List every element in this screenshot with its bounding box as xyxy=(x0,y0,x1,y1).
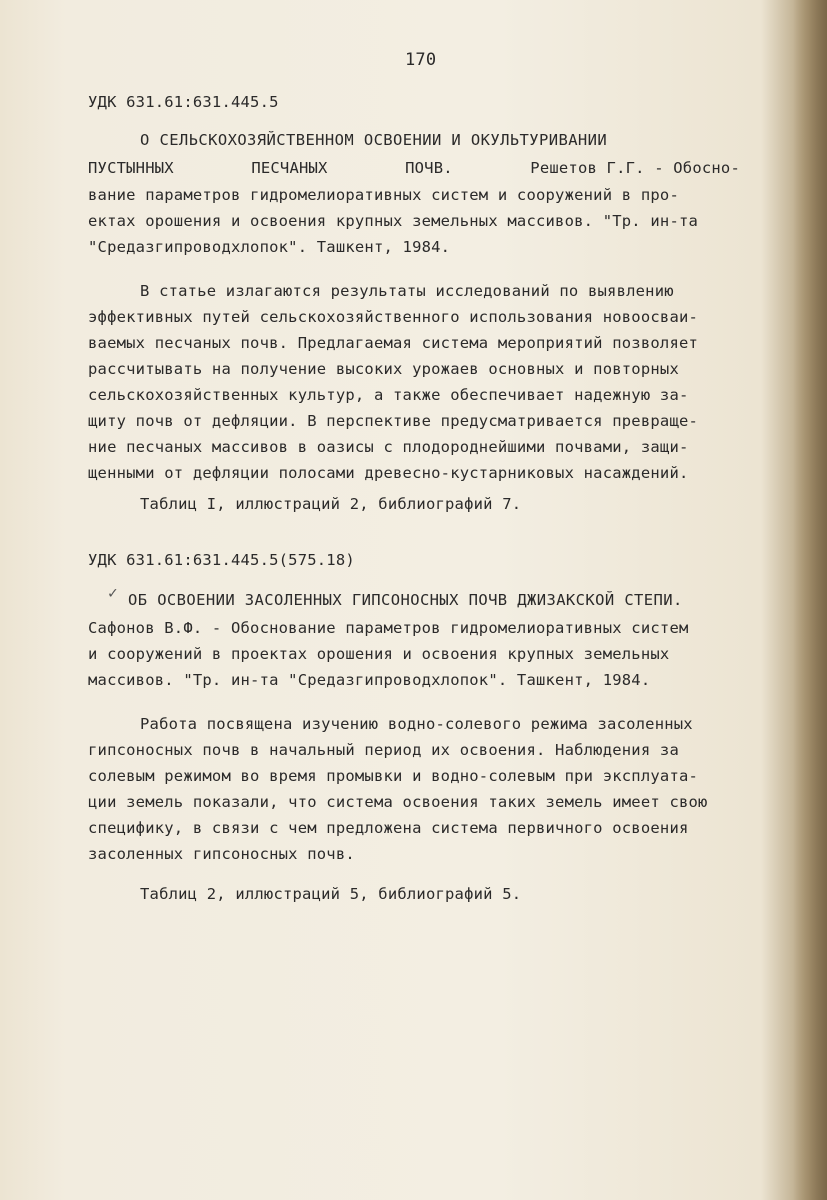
entry1-title-word: ПУСТЫННЫХ xyxy=(88,159,174,177)
entry2-abstract-line: ции земель показали, что система освоения таких земель имеет свою xyxy=(88,793,708,811)
entry2-abstract-line: Работа посвящена изучению водно-солевого режима засоленных xyxy=(140,715,693,733)
entry1-abstract-line: ние песчаных массивов в оазисы с плодороднейшими почвами, защи- xyxy=(88,438,689,456)
entry2-stats: Таблиц 2, иллюстраций 5, библиографий 5. xyxy=(140,885,522,903)
entry1-abstract-line: щиту почв от дефляции. В перспективе предусматривается превраще- xyxy=(88,412,699,430)
entry2-abstract-line: гипсоносных почв в начальный период их освоения. Наблюдения за xyxy=(88,741,679,759)
entry1-udk: УДК 631.61:631.445.5 xyxy=(88,93,279,111)
entry1-citation-line: вание параметров гидромелиоративных систем и сооружений в про- xyxy=(88,186,679,204)
entry2-citation-line: и сооружений в проектах орошения и освоения крупных земельных xyxy=(88,645,670,663)
entry2-title-line: ОБ ОСВОЕНИИ ЗАСОЛЕННЫХ ГИПСОНОСНЫХ ПОЧВ ДЖИЗАКСКОЙ СТЕПИ. xyxy=(128,591,683,609)
entry2-udk: УДК 631.61:631.445.5(575.18) xyxy=(88,551,355,569)
page-edge-shadow xyxy=(793,0,827,1200)
entry1-abstract-line: сельскохозяйственных культур, а также обеспечивает надежную за- xyxy=(88,386,689,404)
entry1-abstract-line: эффективных путей сельскохозяйственного использования новоосваи- xyxy=(88,308,699,326)
entry2-abstract-line: специфику, в связи с чем предложена система первичного освоения xyxy=(88,819,689,837)
entry2-citation-line: Сафонов В.Ф. - Обоснование параметров гидромелиоративных систем xyxy=(88,619,689,637)
entry1-abstract-line: В статье излагаются результаты исследований по выявлению xyxy=(140,282,674,300)
entry1-abstract-line: ваемых песчаных почв. Предлагаемая система мероприятий позволяет xyxy=(88,334,699,352)
entry1-author: Решетов Г.Г. - Обосно- xyxy=(530,159,740,177)
entry2-abstract-line: засоленных гипсоносных почв. xyxy=(88,845,355,863)
entry1-title-line xyxy=(88,161,740,177)
entry1-stats: Таблиц I, иллюстраций 2, библиографий 7. xyxy=(140,495,522,513)
entry1-title-word: ПЕСЧАНЫХ xyxy=(251,159,328,177)
entry1-citation-line: "Средазгипроводхлопок". Ташкент, 1984. xyxy=(88,238,451,256)
entry1-title-word: ПОЧВ. xyxy=(405,159,453,177)
entry2-citation-line: массивов. "Тр. ин-та "Средазгипроводхлопок". Ташкент, 1984. xyxy=(88,671,651,689)
entry1-abstract-line: щенными от дефляции полосами древесно-кустарниковых насаждений. xyxy=(88,464,689,482)
entry2-abstract-line: солевым режимом во время промывки и водно-солевым при эксплуата- xyxy=(88,767,699,785)
page-number: 170 xyxy=(405,50,437,70)
entry1-title-line: О СЕЛЬСКОХОЗЯЙСТВЕННОМ ОСВОЕНИИ И ОКУЛЬТУРИВАНИИ xyxy=(140,131,608,149)
entry1-abstract-line: рассчитывать на получение высоких урожаев основных и повторных xyxy=(88,360,679,378)
entry1-citation-line: ектах орошения и освоения крупных земельных массивов. "Тр. ин-та xyxy=(88,212,699,230)
handwritten-check-mark: ✓ xyxy=(108,583,118,602)
